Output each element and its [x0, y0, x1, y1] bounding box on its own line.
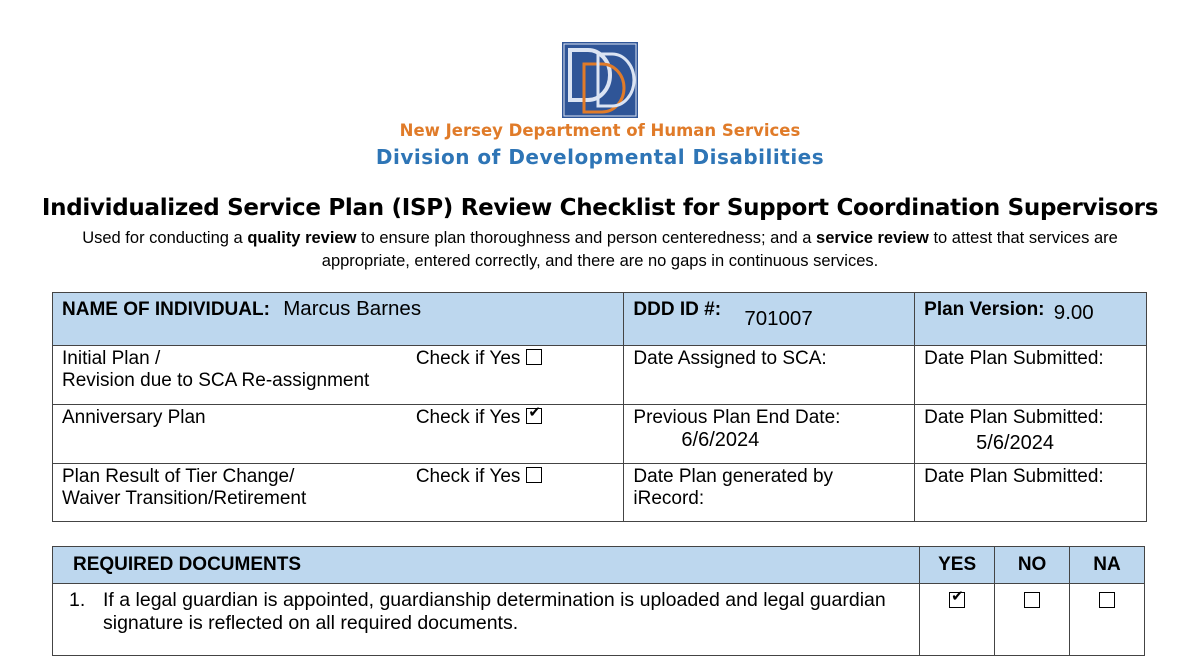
check-label: Check if Yes: [415, 466, 521, 487]
ddd-id-value[interactable]: 701007: [744, 307, 813, 330]
no-checkbox[interactable]: [1024, 592, 1040, 608]
ddd-id-label: DDD ID #:: [633, 299, 722, 320]
table-row: [53, 584, 1145, 656]
department-name: New Jersey Department of Human Services: [399, 121, 801, 140]
plan-version-value[interactable]: 9.00: [1053, 301, 1094, 324]
item-text: If a legal guardian is appointed, guardianship determination is uploaded and legal guardian signature is reflected on all required documents.: [103, 589, 886, 634]
date-submitted-label: Date Plan Submitted:: [924, 407, 1104, 428]
na-cell: [1070, 584, 1145, 656]
anniversary-plan-checkbox[interactable]: [526, 408, 542, 424]
check-label: Check if Yes: [415, 407, 521, 428]
name-value[interactable]: Marcus Barnes: [283, 297, 422, 320]
plan-type-label-line2: Revision due to SCA Re-assignment: [62, 370, 370, 391]
name-label: NAME OF INDIVIDUAL:: [62, 299, 270, 320]
date-submitted-label: Date Plan Submitted:: [924, 466, 1104, 487]
document-subtitle: Used for conducting a quality review to ensure plan thoroughness and person centeredness; and a service review to attest that services are appropriate, entered correctly, and there are no gaps in continuous services.: [82, 229, 1118, 270]
info-row-initial: [53, 346, 1147, 405]
individual-info-table: [52, 292, 1147, 522]
date-submitted-label: Date Plan Submitted:: [924, 348, 1104, 369]
check-label: Check if Yes: [415, 348, 521, 369]
yes-cell: [920, 584, 995, 656]
docs-header-row: [53, 547, 1145, 584]
yes-column-header: YES: [920, 547, 995, 584]
initial-plan-checkbox[interactable]: [526, 349, 542, 365]
division-name: Division of Developmental Disabilities: [375, 145, 825, 169]
no-column-header: NO: [995, 547, 1070, 584]
date-generated-label: Date Plan generated by: [633, 466, 834, 487]
plan-type-label-line2: Waiver Transition/Retirement: [62, 488, 307, 509]
date-submitted-cell: [915, 346, 1147, 405]
previous-end-date-value[interactable]: 6/6/2024: [681, 429, 760, 451]
plan-type-label: Plan Result of Tier Change/: [62, 466, 295, 487]
date-assigned-label: Date Assigned to SCA:: [633, 348, 827, 369]
ddd-logo: [562, 42, 638, 118]
plan-type-cell: [53, 346, 624, 405]
required-documents-table: [52, 546, 1145, 656]
date-assigned-cell: [624, 346, 915, 405]
document-item: [53, 584, 920, 656]
plan-type-cell: [53, 405, 624, 464]
info-row-anniversary: [53, 405, 1147, 464]
info-header-row: [53, 293, 1147, 346]
no-cell: [995, 584, 1070, 656]
plan-version-label: Plan Version:: [924, 299, 1045, 320]
yes-checkbox[interactable]: [949, 592, 965, 608]
plan-type-label: Initial Plan /: [62, 348, 161, 369]
na-column-header: NA: [1070, 547, 1145, 584]
previous-end-date-label: Previous Plan End Date:: [633, 407, 841, 428]
date-generated-cell: [624, 464, 915, 522]
plan-version-cell: [915, 293, 1147, 346]
date-submitted-value[interactable]: 5/6/2024: [976, 432, 1054, 454]
date-generated-label-line2: iRecord:: [633, 488, 705, 509]
required-documents-header: REQUIRED DOCUMENTS: [53, 547, 920, 584]
previous-end-date-cell: [624, 405, 915, 464]
date-submitted-cell: [915, 405, 1147, 464]
document-title: Individualized Service Plan (ISP) Review Checklist for Support Coordination Supervisors: [41, 195, 1159, 221]
name-cell: [53, 293, 624, 346]
info-row-tier-change: [53, 464, 1147, 522]
ddd-id-cell: [624, 293, 915, 346]
plan-type-label: Anniversary Plan: [62, 407, 206, 428]
tier-change-checkbox[interactable]: [526, 467, 542, 483]
na-checkbox[interactable]: [1099, 592, 1115, 608]
item-number: 1.: [69, 589, 86, 611]
plan-type-cell: [53, 464, 624, 522]
date-submitted-cell: [915, 464, 1147, 522]
